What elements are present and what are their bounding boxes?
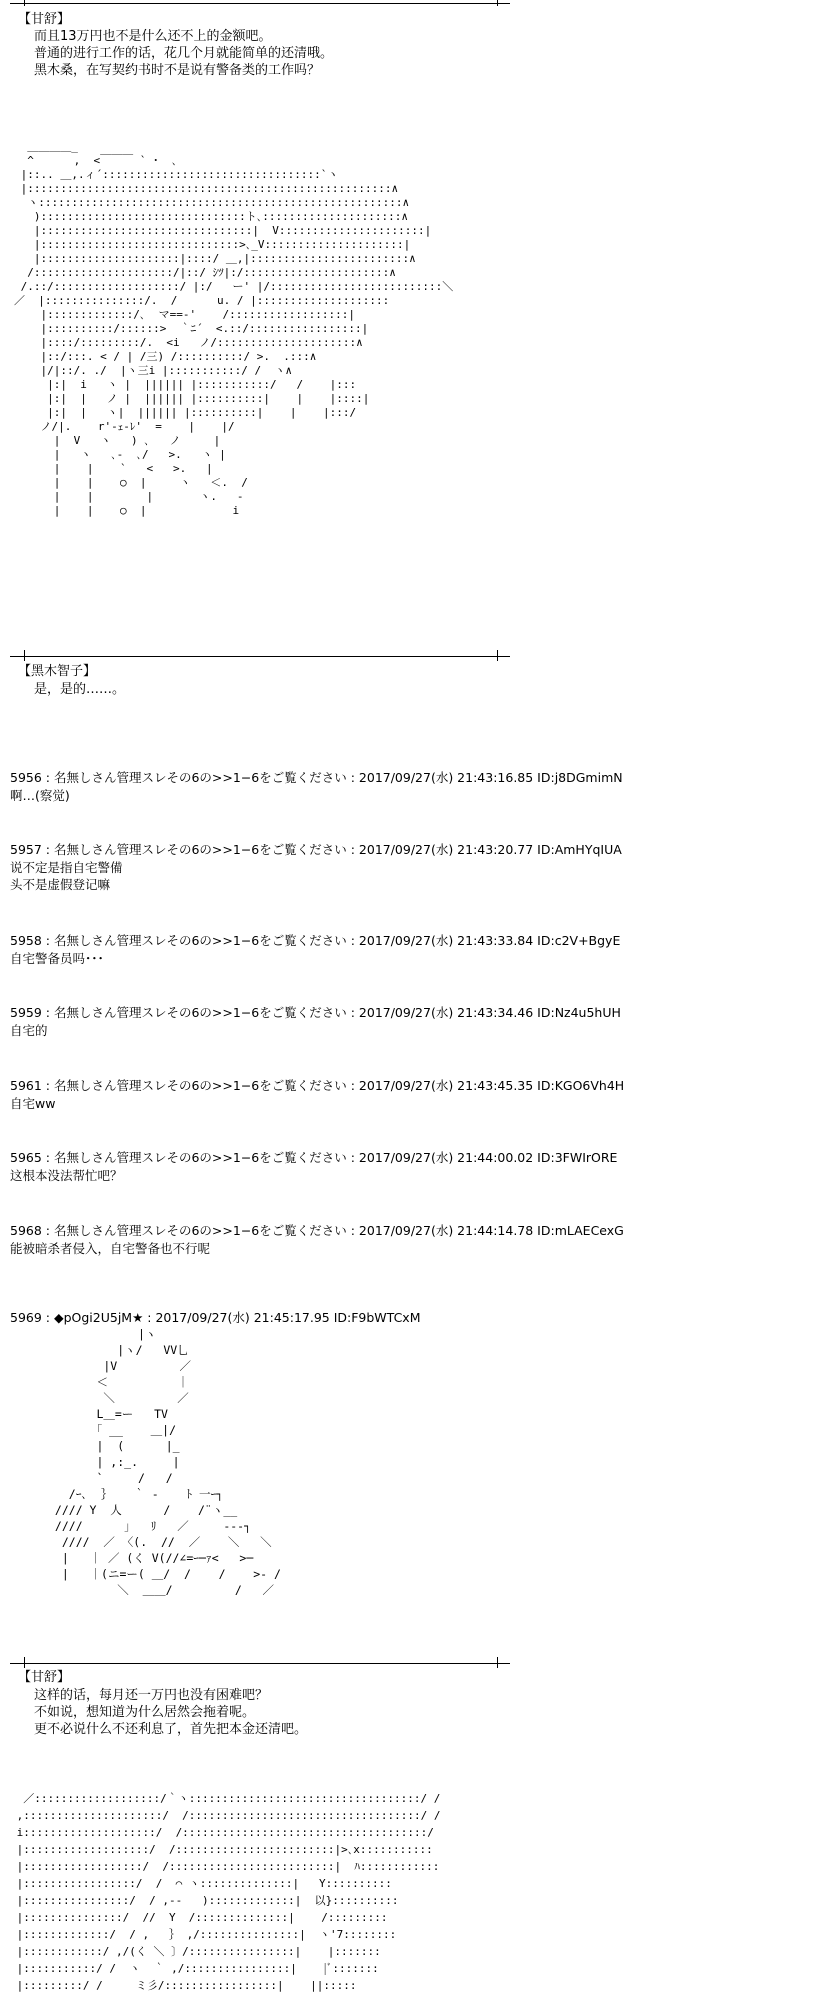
post-body: 这根本没法帮忙吧？ — [10, 1168, 123, 1183]
scene-divider-top-tick — [24, 0, 25, 6]
post-body: 头不是虚假登记嘛 — [10, 877, 111, 892]
post-header: 5965 : 名無しさん管理スレその6の>>1−6をご覧ください : 2017/09/27(水) 21:44:00.02 ID:3FWIrORE — [10, 1150, 618, 1165]
post-body: 自宅的 — [10, 1023, 48, 1038]
speaker-label: 【黑木智子】 — [18, 664, 97, 679]
dialogue-line: 黑木桑，在写契约书时不是说有警备类的工作吗？ — [34, 63, 321, 78]
scene-divider-top — [10, 3, 510, 4]
scene-divider-top-tick — [497, 0, 498, 6]
post-body: 说不定是指自宅警備 — [10, 860, 123, 875]
post-header: 5959 : 名無しさん管理スレその6の>>1−6をご覧ください : 2017/09/27(水) 21:43:34.46 ID:Nz4u5hUH — [10, 1005, 621, 1020]
post-body: 自宅ww — [10, 1096, 56, 1111]
post-body: 自宅警备员吗･･･ — [10, 951, 104, 966]
scene-divider-tick — [497, 1657, 498, 1668]
post-header: 5957 : 名無しさん管理スレその6の>>1−6をご覧ください : 2017/09/27(水) 21:43:20.77 ID:AmHYqIUA — [10, 842, 622, 857]
speaker-label: 【甘舒】 — [18, 1670, 71, 1685]
dialogue-line: 更不必说什么不还利息了，首先把本金还清吧。 — [34, 1722, 308, 1737]
scene-divider-tick — [24, 1657, 25, 1668]
ascii-art-figure-1: ＿＿＿＿_ ^ , <￣￣￣ ` ･ ､ |::.. ＿,.ィ´:::::::::::::::::::::::::::::::::`ヽ |:::::::::::::::::::::::::::::::::::::::::::::::::::::::∧ ヽ:::::::::::::::::::::::::::::::::::::::::::::::::::::::∧ ):::::::::::::::::::::::::::::::ト､:::::::::::::::::::::∧ |::::::::::::::::::::::::::::::::| V::::::::::::::::::::::| |::::::::::::::::::::::::::::::>､_V:::::::::::::::::::::| |:::::::::::::::::::::|::::/ ＿,|::::::::::::::::::::::::∧ /:::::::::::::::::::::/|::/ ｼﾂ|:/::::::::::::::::::::::∧ /.::/:::::::::::::::::::/ |:/ ー' |/::::::::::::::::::::::::::＼ ／ |:::::::::::::::/. / u. / |:::::::::::::::::::: |:::::::::::::/､ マ==-' /::::::::::::::::::| |::::::::::/::::::> ｀ﾆ´ <.::/:::::::::::::::::| |::::/:::::::::/. <i ノ/:::::::::::::::::::::∧ |::/:::. < / | /三) /::::::::::/ >. .:::∧ |/|::/. ./ |ヽ三i |:::::::::::/ / ヽ∧ |:| i ヽ | |||||| |:::::::::::/ / |::: |:| | ノ | |||||| |::::::::::| | |::::| |:| | ヽ| |||||| |::::::::::| | |:::/ ノ/|. r'‐ｪ‐ﾚ' = | |/ | V ヽ ) ､ ノ | | ヽ ､- ､/ >. ヽ | | | ` < >. | | | ○ | ヽ ＜. / | | | ヽ. ‐ | | ○ | i — [14, 140, 454, 517]
author-post-header: 5969 : ◆pOgi2U5jM★ : 2017/09/27(水) 21:45:17.95 ID:F9bWTCxM — [10, 1310, 421, 1325]
dialogue-line: 不如说，想知道为什么居然会拖着呢。 — [34, 1705, 256, 1720]
speaker-label: 【甘舒】 — [18, 12, 71, 27]
scene-divider — [10, 1663, 510, 1664]
post-body: 能被暗杀者侵入，自宅警备也不行呢 — [10, 1241, 211, 1256]
scene-divider-tick — [497, 650, 498, 661]
dialogue-line: 是，是的……。 — [34, 682, 126, 697]
scene-divider — [10, 656, 510, 657]
post-body: 啊…(察觉) — [10, 788, 70, 803]
ascii-art-figure-3: ／:::::::::::::::::::/｀ヽ:::::::::::::::::::::::::::::::::::/ / ,:::::::::::::::::::::/ /:::::::::::::::::::::::::::::::::::/ / i::::::::::::::::::::/ /:::::::::::::::::::::::::::::::::::::/ |:::::::::::::::::::/ /::::::::::::::::::::::::|>､x::::::::::: |::::::::::::::::::/ /:::::::::::::::::::::::::| ﾊ:::::::::::: |:::::::::::::::::/ / ⌒ ヽ::::::::::::::| Y:::::::::: |::::::::::::::::/ / ,-‐ ):::::::::::::| 以}:::::::::: |:::::::::::::::/ // Y /::::::::::::::| /::::::::: |:::::::::::::/ / , ｝ ,/:::::::::::::::| ヽ'7:::::::: |::::::::::::/ ,/(く ＼ 〕/::::::::::::::::| |::::::: |:::::::::::/ / ヽ ｀ ,/::::::::::::::::| |ﾞ::::::: |:::::::::/ / ミ彡/:::::::::::::::::| ||::::: — [16, 1792, 441, 1992]
post-header: 5961 : 名無しさん管理スレその6の>>1−6をご覧ください : 2017/09/27(水) 21:43:45.35 ID:KGO6Vh4H — [10, 1078, 625, 1093]
dialogue-line: 这样的话，每月还一万円也没有困难吧？ — [34, 1688, 269, 1703]
dialogue-line: 而且13万円也不是什么还不上的金额吧。 — [34, 29, 272, 44]
post-header: 5968 : 名無しさん管理スレその6の>>1−6をご覧ください : 2017/09/27(水) 21:44:14.78 ID:mLAECexG — [10, 1223, 624, 1238]
post-header: 5958 : 名無しさん管理スレその6の>>1−6をご覧ください : 2017/09/27(水) 21:43:33.84 ID:c2V+BgyE — [10, 933, 621, 948]
post-header: 5956 : 名無しさん管理スレその6の>>1−6をご覧ください : 2017/09/27(水) 21:43:16.85 ID:j8DGmimN — [10, 770, 623, 785]
ascii-art-figure-2: |ヽ |ヽ/ VV乚 |V ／ ＜ ｜ ＼ ／ L＿=ー TV ｢ __ ＿|/ | ( |_ | ,:_. | ` / / /ｰ､ ｝ ｀ - ﾄ 一ｰ┐ //// Y 人 / /¨ヽ__ //// ｣ ﾘ ／ ---┐ //// ／ 〈(. // ／ ＼ ＼ | ｜ ／ (く V(//∠=ｰ─ｧ< >─ | ｜(ニ=ー( ＿/ / / >- / ＼ ＿＿/ / ／ — [54, 1327, 281, 1597]
dialogue-line: 普通的进行工作的话，花几个月就能简单的还清哦。 — [34, 46, 334, 61]
scene-divider-tick — [24, 650, 25, 661]
